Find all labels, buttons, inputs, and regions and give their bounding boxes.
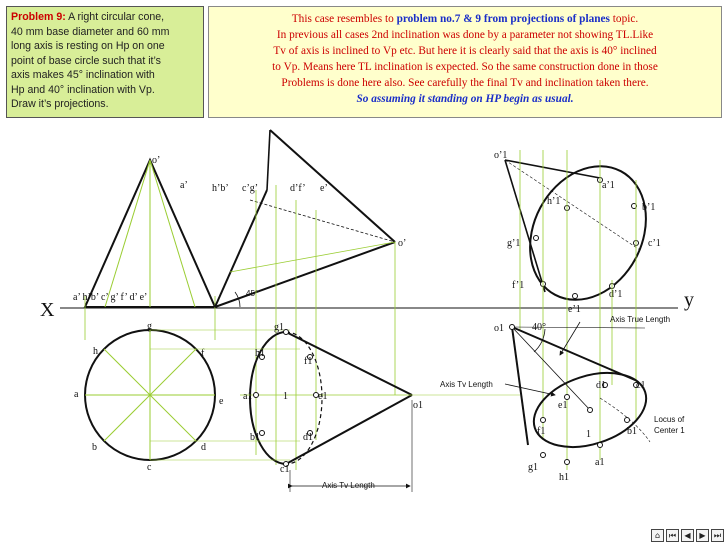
label-fv3-g1: g’1: [507, 238, 521, 249]
label-tv2-o1: o1: [413, 400, 423, 411]
label-tv1-e: e: [219, 396, 224, 407]
label-fv2-e: e’: [320, 183, 328, 194]
label-axis-true-length: Axis True Length: [610, 315, 671, 324]
label-tv3-1: 1: [586, 429, 591, 440]
label-fv3-o1: o’1: [494, 150, 508, 161]
label-fv1-apex: o’: [152, 155, 161, 166]
note-line3: Tv of axis is inclined to Vp etc. But here it is clearly said that the axis is 40° inclined: [273, 45, 657, 57]
label-fv3-c1: c’1: [648, 238, 661, 249]
stage2-front-view: [180, 130, 406, 470]
label-tv3-e1: e1: [558, 400, 568, 411]
label-fv2-a: a’: [180, 180, 188, 191]
last-icon[interactable]: ⏭: [711, 529, 724, 542]
note-line1-pre: This case resembles to: [291, 13, 397, 25]
label-tv1-h: h: [93, 346, 98, 357]
label-tv1-a: a: [74, 389, 79, 400]
label-fv1-base: a’ h’b’ c’ g’ f’ d’ e’: [73, 292, 148, 303]
label-fv2-o: o’: [398, 238, 407, 249]
label-axis-tv-length-2: Axis Tv Length: [440, 380, 493, 389]
label-tv2-f1: f1: [304, 356, 313, 367]
label-tv2-g1: g1: [274, 322, 284, 333]
label-tv2-a1: a1: [243, 391, 253, 402]
label-fv3-f1: f’1: [512, 280, 525, 291]
label-tv3-o1: o1: [494, 323, 504, 334]
label-fv3-h1: h’1: [547, 196, 561, 207]
label-fv3-b1: b’1: [642, 202, 656, 213]
note-line4: to Vp. Means here TL inclination is expected. So the same construction done in those: [272, 61, 658, 73]
label-tv3-f1: f1: [537, 426, 546, 437]
label-tv2-1: 1: [283, 391, 288, 402]
label-locus-line-2: Center 1: [654, 426, 685, 435]
label-tv3-d1: d1: [596, 380, 606, 391]
label-tv2-d1: d1: [303, 432, 313, 443]
label-tv2-e1: e1: [318, 391, 328, 402]
label-y: y: [684, 289, 694, 311]
problem-line-5: axis makes 45° inclination with: [11, 69, 155, 81]
stage3-top-view: [440, 315, 685, 483]
note-line1-bold: problem no.7 & 9 from projections of planes: [396, 13, 610, 25]
label-tv1-c: c: [147, 462, 152, 473]
stage1-front-view: [73, 155, 215, 340]
label-fv2-hb: h’b’: [212, 183, 229, 194]
label-fv2-df: d’f’: [290, 183, 306, 194]
note-line1-post: topic.: [609, 13, 639, 25]
prev-icon[interactable]: ◀: [681, 529, 694, 542]
problem-line-3: long axis is resting on Hp on one: [11, 40, 165, 52]
note-line6: So assuming it standing on HP begin as usual.: [356, 93, 574, 105]
stage1-top-view: [74, 321, 224, 473]
label-x: X: [40, 299, 55, 321]
next-icon[interactable]: ▶: [696, 529, 709, 542]
label-tv3-h1: h1: [559, 472, 569, 483]
label-tv3-c1: c1: [636, 380, 646, 391]
label-tv3-b1: b1: [627, 426, 637, 437]
label-angle-45: 45°: [246, 289, 259, 298]
note-line2: In previous all cases 2nd inclination was done by a parameter not showing TL.Like: [276, 29, 654, 41]
label-tv2-h1: h1: [255, 348, 265, 359]
label-tv1-f: f: [201, 348, 205, 359]
label-angle-40: 40°: [532, 322, 546, 333]
stage2-top-view: [150, 322, 423, 492]
label-tv1-b: b: [92, 442, 97, 453]
problem-line-4: point of base circle such that it’s: [11, 54, 161, 67]
problem-line-7: Draw it’s projections.: [11, 98, 109, 110]
problem-line-2: 40 mm base diameter and 60 mm: [11, 25, 170, 38]
label-axis-tv-length: Axis Tv Length: [322, 481, 375, 490]
label-tv1-d: d: [201, 442, 206, 453]
home-icon[interactable]: ⌂: [651, 529, 664, 542]
label-fv3-d1: d’1: [609, 289, 623, 300]
label-fv3-a1: a’1: [602, 180, 615, 191]
label-tv2-c1: c1: [280, 464, 290, 475]
label-tv3-a1: a1: [595, 457, 605, 468]
problem-line-6: Hp and 40° inclination with Vp.: [11, 83, 155, 96]
problem-line-1: A right circular cone,: [65, 11, 165, 23]
label-tv1-g: g: [147, 321, 152, 332]
label-tv3-g1: g1: [528, 462, 538, 473]
label-tv2-b1: b1: [250, 432, 260, 443]
label-locus-line-1: Locus of: [654, 415, 685, 424]
note-line5: Problems is done here also. See carefully the final Tv and inclination taken there.: [281, 77, 649, 89]
first-icon[interactable]: ⏮: [666, 529, 679, 542]
label-fv3-e1: e’1: [568, 304, 581, 315]
label-fv2-cg: c’g’: [242, 183, 259, 194]
problem-title: Problem 9:: [11, 11, 66, 23]
slide-navigation: [651, 529, 724, 542]
